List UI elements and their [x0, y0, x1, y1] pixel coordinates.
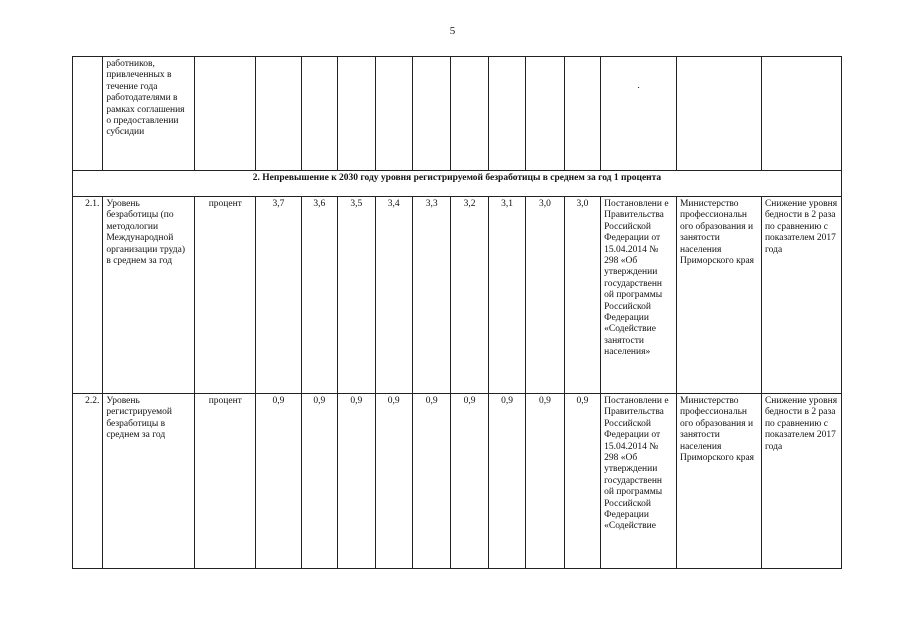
cell-value: 0,9 — [338, 394, 375, 569]
cell-value: 3,1 — [488, 197, 525, 394]
cell-indicator: Уровень регистрируемой безработицы в среднем за год — [103, 394, 195, 569]
cell-num: 2.2. — [73, 394, 103, 569]
cell-document: Постановлени е Правительства Российской Федерации от 15.04.2014 № 298 «Об утверждении государственн ой программы Российской Федерации «Содействие — [601, 394, 677, 569]
page-number: 5 — [449, 25, 456, 37]
doc-mark: . — [637, 81, 640, 91]
cell-value: 3,2 — [451, 197, 488, 394]
cell-value: 0,9 — [564, 394, 600, 569]
cell-num: 2.1. — [73, 197, 103, 394]
cell-organization: Министерство профессиональн ого образования и занятости населения Приморского края — [676, 394, 761, 569]
cell-value: 0,9 — [375, 394, 412, 569]
cell-result: Снижение уровня бедности в 2 раза по сравнению с показателем 2017 года — [761, 394, 841, 569]
cell-value: 3,0 — [526, 197, 564, 394]
cell-value: 3,3 — [412, 197, 450, 394]
section-title: 2. Непревышение к 2030 году уровня регистрируемой безработицы в среднем за год 1 процента — [73, 171, 842, 197]
cell-value: 0,9 — [256, 394, 302, 569]
cell-value: 0,9 — [301, 394, 337, 569]
cell-value: 3,5 — [338, 197, 375, 394]
table-row — [73, 394, 842, 569]
cell-document: Постановлени е Правительства Российской Федерации от 15.04.2014 № 298 «Об утверждении государственн ой программы Российской Федерации «Содействие занятости населения» — [601, 197, 677, 394]
cell-document — [601, 57, 677, 171]
cell-organization: Министерство профессиональн ого образования и занятости населения Приморского края — [676, 197, 761, 394]
cell-value: 3,6 — [301, 197, 337, 394]
table-row — [73, 197, 842, 394]
cell-value: 3,7 — [256, 197, 302, 394]
cell-value: 0,9 — [526, 394, 564, 569]
cell-indicator: Уровень безработицы (по методологии Международной организации труда) в среднем за год — [103, 197, 195, 394]
cell-value: 0,9 — [412, 394, 450, 569]
cell-value: 0,9 — [488, 394, 525, 569]
cell-value: 0,9 — [451, 394, 488, 569]
cell-num — [73, 57, 103, 171]
cell-value: 3,4 — [375, 197, 412, 394]
cell-result: Снижение уровня бедности в 2 раза по сравнению с показателем 2017 года — [761, 197, 841, 394]
section-row — [73, 171, 842, 197]
cell-value: 3,0 — [564, 197, 600, 394]
cell-unit: процент — [195, 197, 256, 394]
indicators-table — [72, 56, 842, 569]
cell-unit: процент — [195, 394, 256, 569]
table-row-continuation — [73, 57, 842, 171]
cell-indicator: работников, привлеченных в течение года работодателями в рамках соглашения о предоставлении субсидии — [103, 57, 195, 171]
